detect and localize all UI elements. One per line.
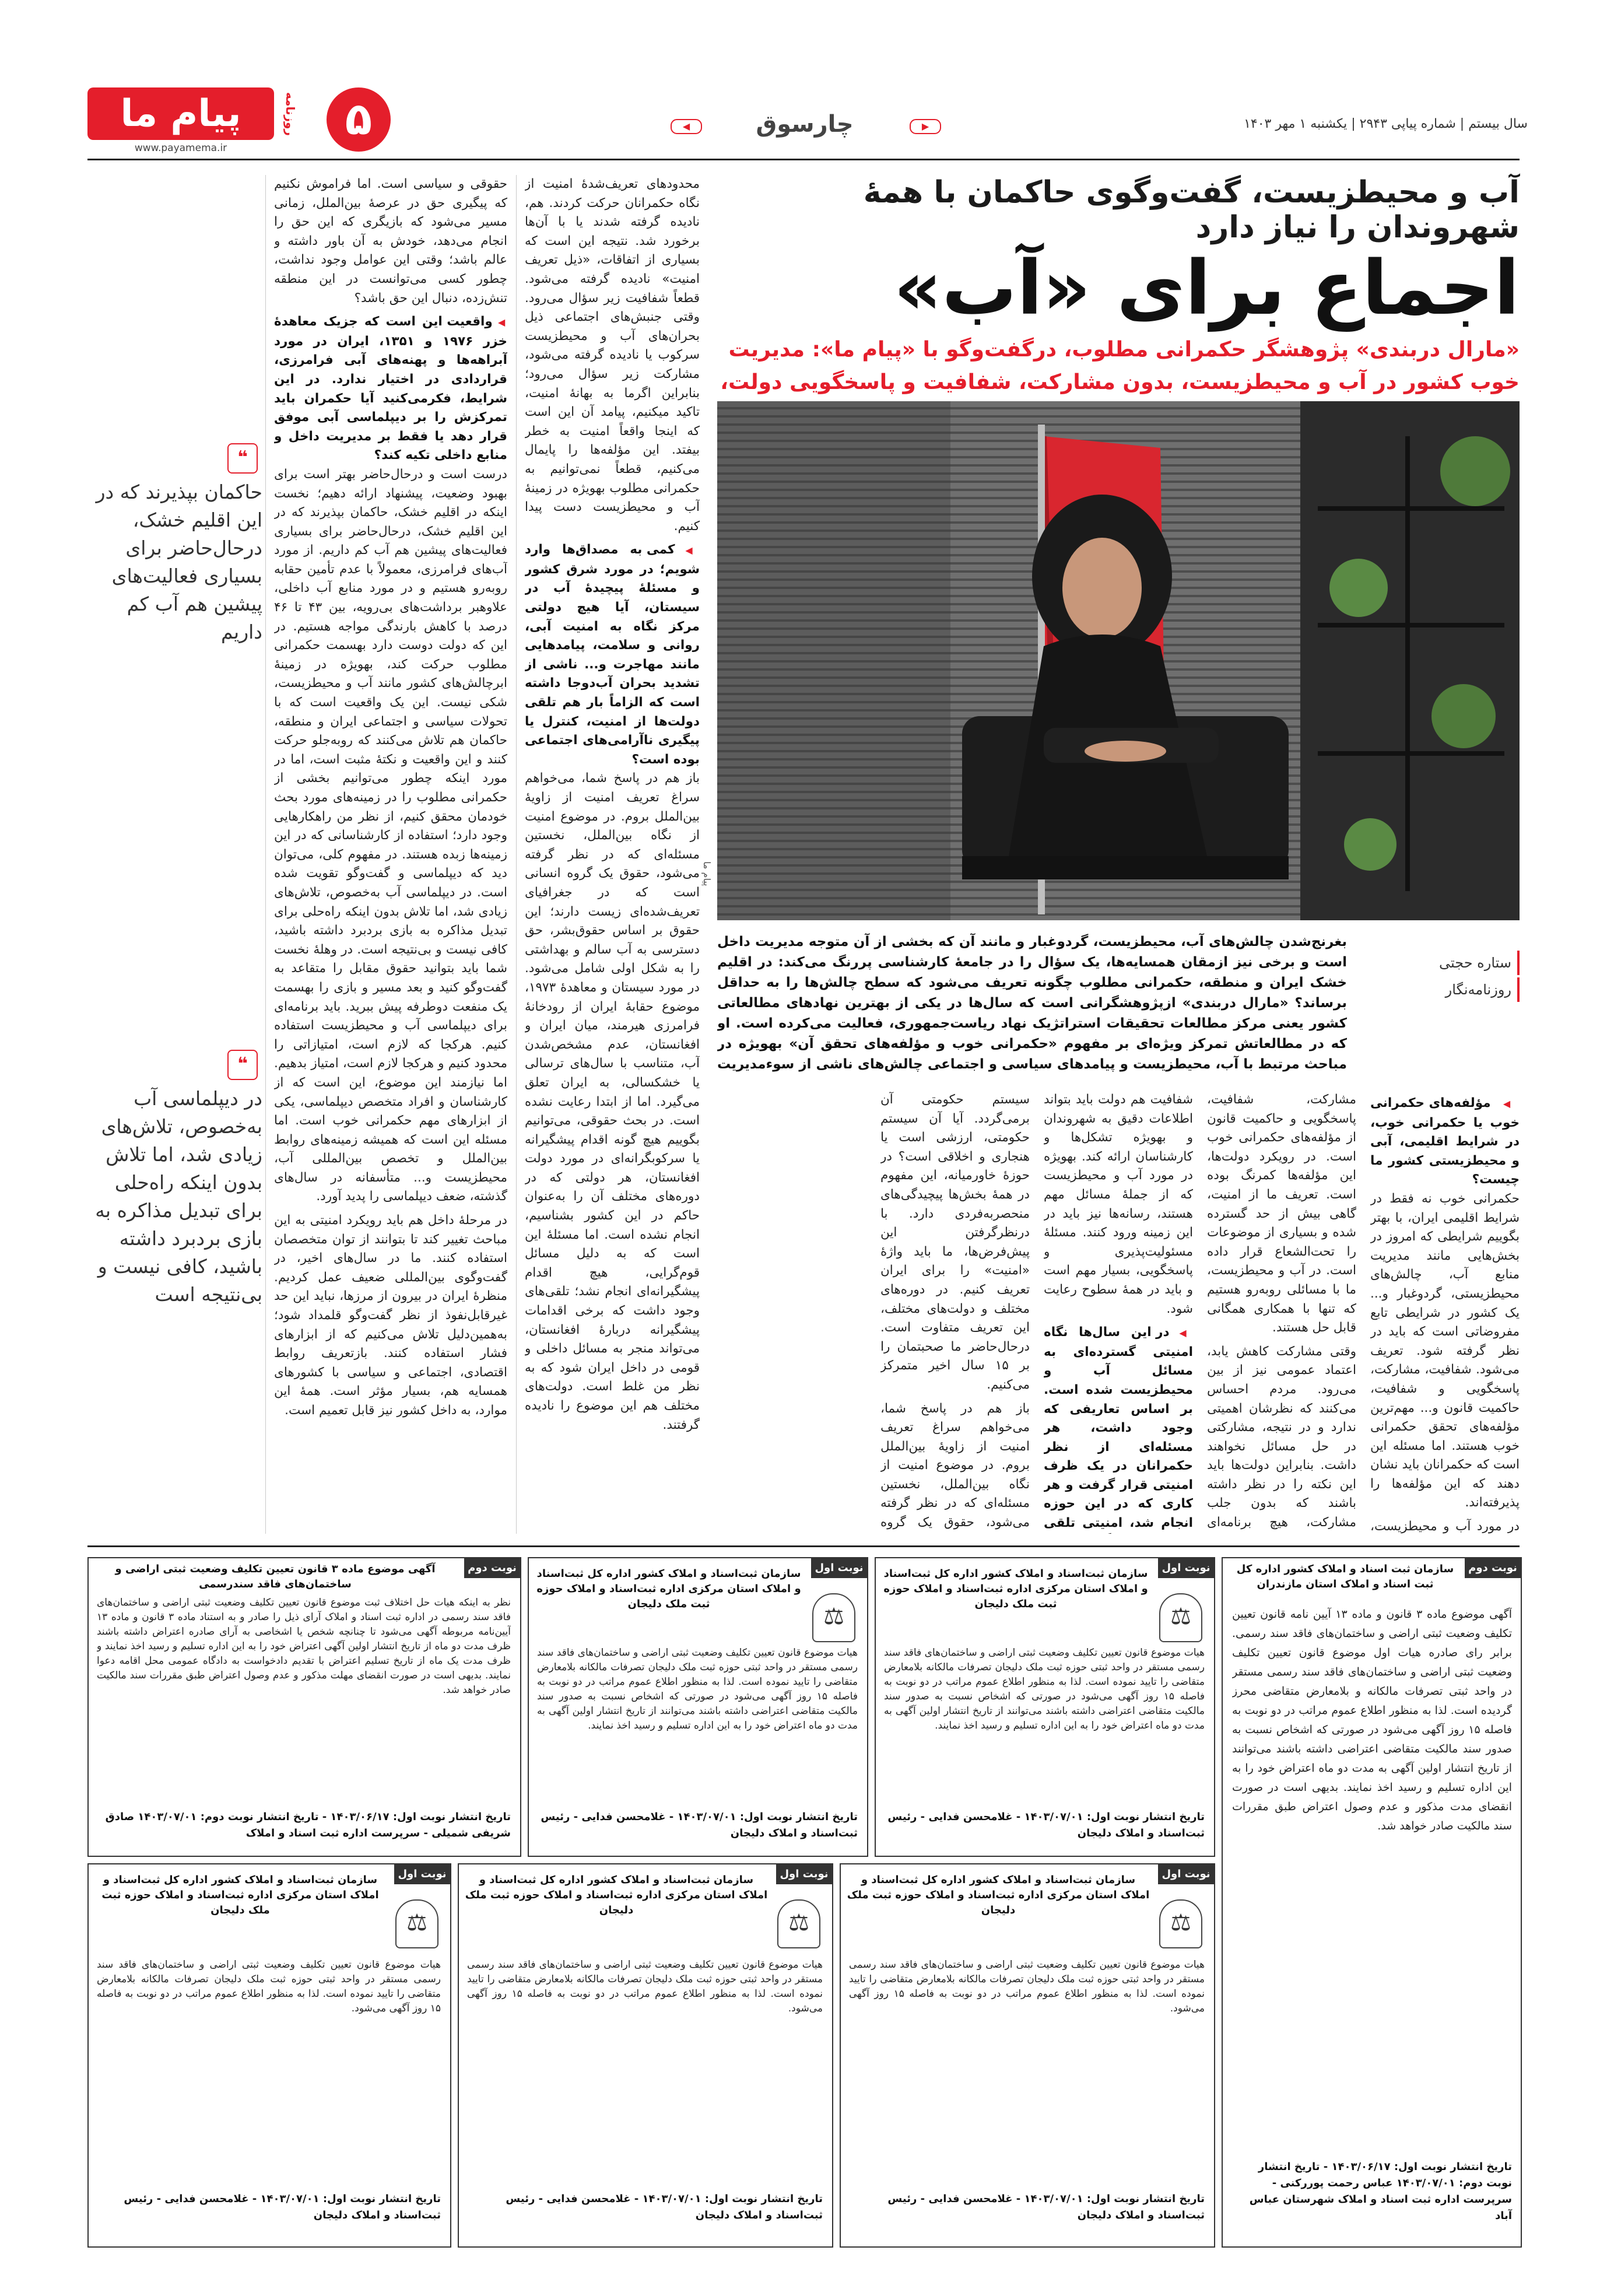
notice-tag: نوبت اول [1158,1864,1214,1884]
notice-footer: تاریخ انتشار نوبت اول: ۱۴۰۳/۰۶/۱۷ - تاریخ انتشار نوبت دوم: ۱۴۰۳/۰۷/۰۱ صادق شریفی شمیلی - سرپرست اداره ثبت اسناد و املاک [105,1811,511,1839]
notice-tag: نوبت اول [1158,1558,1214,1578]
notice-tag: نوبت اول [776,1864,832,1884]
notice-footer: تاریخ انتشار نوبت اول: ۱۴۰۳/۰۷/۰۱ - غلامحسن فدایی - رئیس ثبت‌اسناد و املاک دلیجان [541,1811,858,1839]
legal-notice-5 [87,1863,451,2248]
notice-body: هیات موضوع قانون تعیین تکلیف وضعیت ثبتی اراضی و ساختمان‌های فاقد سند رسمی مستقر در واحد ثبتی حوزه ثبت ملک دلیجان تصرفات مالکانه بلامعارض متقاضی را تایید نموده است. لذا به منظور اطلاع عموم مراتب در دو نوبت به فاصله ۱۵ روز آگهی می‌شود در صورتی که اشخاص نسبت به صدور سند مالکیت متقاضی اعتراضی داشته باشند می‌توانند از تاریخ انتشار اولین آگهی به مدت دو ماه اعتراض خود را به این اداره تسلیم و رسید اخذ نمایند. [884,1647,1205,1731]
notice-footer: تاریخ انتشار نوبت اول: ۱۴۰۳/۰۷/۰۱ - غلامحسن فدایی - رئیس ثبت‌اسناد و املاک دلیجان [506,2193,823,2221]
notice-title: آگهی موضوع ماده ۳ قانون تعیین تکلیف وضعیت ثبتی اراضی و ساختمان‌های فاقد سندرسمی [115,1563,436,1590]
question: ◀ واقعیت این است که جزیک معاهدهٔ خزر ۱۹۷۶ و ۱۳۵۱، ایران در مورد آبراهه‌ها و پهنه‌های آبی فرامرزی، قراردادی در اختیار ندارد. در این شرایط، فکرمی‌کنید آیا حکمران باید تمرکزش را بر دیپلماسی آبی موفق قرار دهد یا فقط بر مدیریت داخل و منابع داخلی تکیه کند؟ [274,313,507,465]
registration-emblem-icon: ⚖ [1159,1899,1202,1948]
body-column-right [1370,1091,1520,1534]
section-arrow-right-icon: ▶ [910,119,941,134]
question: ◀ کمی به مصداق‌ها وارد شویم؛ در مورد شرق کشور و مسئلهٔ پیچیدهٔ آب در سیستان، آیا هیچ دولتی مرکز نگاه به امنیت آبی، روانی و سلامت، پیامدهایی مانند مهاجرت و... ناشی از تشدید بحران آب‌دوجا داشته است که الزاماً بار هم تلقی دولت‌ها از امنیت، کنترل یا پیگیری ناآرامی‌های اجتماعی بوده است؟ [525,541,700,769]
photo-credit: پیام ما [701,861,713,886]
question: ◀ مؤلفه‌های حکمرانی خوب یا حکمرانی خوب، در شرایط اقلیمی، آبی و محیطزیستی کشور ما چیست؟ [1370,1094,1520,1190]
column-divider [516,175,517,1534]
notice-footer: تاریخ انتشار نوبت اول: ۱۴۰۳/۰۷/۰۱ - غلامحسن فدایی - رئیس ثبت‌اسناد و املاک دلیجان [887,1811,1205,1839]
registration-emblem-icon: ⚖ [777,1899,820,1948]
notice-body: هیات موضوع قانون تعیین تکلیف وضعیت ثبتی اراضی و ساختمان‌های فاقد سند رسمی مستقر در واحد ثبتی حوزه ثبت ملک دلیجان تصرفات مالکانه بلامعارض متقاضی را تایید نموده است. لذا به منظور اطلاع عموم مراتب در دو نوبت به فاصله ۱۵ روز آگهی می‌شود. [97,1959,441,2014]
paragraph: مشارکت، شفافیت، پاسخگویی و حاکمیت قانون از مؤلفه‌های حکمرانی خوب است. در رویکرد دولت‌ها، این مؤلفه‌ها کمرنگ بوده است. تعریف ما از امنیت، گاهی بیش از حد گسترده شده و بسیاری از موضوعات را تحت‌الشعاع قرار داده است. در آب و محیطزیست، ما با مسائلی روبه‌رو هستیم که تنها با همکاری همگانی قابل حل هستند. [1207,1092,1356,1335]
question: ◀ در این سال‌ها نگاه امنیتی گسترده‌ای به مسائل آب و محیطزیست شده است. بر اساس تعاریفی که وجود داشت، هر مسئله‌ای از نظر حکمرانان در یک ظرف امنیتی قرار گرفت و هر کاری که در این حوزه انجام شد، امنیتی تلقی [1044,1323,1193,1534]
logo-url: www.payamema.ir [134,142,227,154]
paragraph: سیستم حکومتی آن برمی‌گردد. آیا آن سیستم حکومتی، ارزشی است یا هنجاری و اخلاقی است؟ در حوزهٔ خاورمیانه، این مفهوم در همهٔ بخش‌ها پیچیدگی‌های منحصربه‌فردی دارد. با درنظرگرفتن این پیش‌فرض‌ها، ما باید واژهٔ «امنیت» را برای ایران تعریف کنیم. در دوره‌های مختلف و دولت‌های مختلف، این تعریف متفاوت است. درحال‌حاضر ما صحبتمان را بر ۱۵ سال اخیر متمرکز می‌کنیم. [880,1092,1030,1392]
paragraph: شفافیت هم دولت باید بتواند اطلاعات دقیق به شهروندان و بهویژه تشکل‌ها و کارشناسان ارائه کند. بهویژه در مورد آب و محیطزیست که از جملهٔ مسائل مهم هستند، رسانه‌ها نیز باید در این زمینه ورود کنند. مسئلهٔ مسئولیت‌پذیری و پاسخگویی، بسیار مهم است و باید در همهٔ سطوح رعایت شود. [1044,1092,1193,1316]
byline-name: ستاره حجتی [1364,951,1520,975]
notice-tag: نوبت دوم [1465,1558,1521,1578]
paragraph: وقتی مشارکت کاهش یابد، اعتماد عمومی نیز از بین می‌رود. مردم احساس می‌کنند که نظرشان اهمیتی ندارد و در نتیجه، مشارکتی در حل مسائل نخواهند داشت. بنابراین دولت‌ها باید این نکته را در نظر داشته باشند که بدون جلب مشارکت، هیچ برنامه‌ای [1207,1344,1356,1530]
notice-footer: تاریخ انتشار نوبت اول: ۱۴۰۳/۰۶/۱۷ - تاریخ انتشار نوبت دوم: ۱۴۰۳/۰۷/۰۱ عباس رحمت پوررکنی - سرپرست اداره ثبت اسناد و املاک شهرستان عباس آباد [1249,2161,1512,2222]
newspaper-logo[interactable]: پیام ما [87,87,274,140]
registration-emblem-icon: ⚖ [1159,1593,1202,1642]
paragraph: در مرحلهٔ داخل هم باید رویکرد امنیتی به این مباحث تغییر کند تا بتوانند از توان متخصصان استفاده کنند. ما در سال‌های اخیر، در گفت‌وگوی بین‌المللی ضعیف عمل کردیم. منظرهٔ ایران در بیرون از مرزها، نباید این حد غیرقابل‌نفوذ از نظر گفت‌وگو قلمداد شود؛ به‌همین‌دلیل تلاش می‌کنیم که از ابزارهای فشار استفاده کنند. بازتعریف روابط اقتصادی، اجتماعی و سیاسی با کشورهای همسایه هم، بسیار مؤثر است. همهٔ این موارد، به داخل کشور نیز قابل تعمیم است. [274,1213,507,1418]
notice-body: هیات موضوع قانون تعیین تکلیف وضعیت ثبتی اراضی و ساختمان‌های فاقد سند رسمی مستقر در واحد ثبتی حوزه ثبت ملک دلیجان تصرفات مالکانه بلامعارض متقاضی را تایید نموده است. لذا به منظور اطلاع عموم مراتب در دو نوبت به فاصله ۱۵ روز آگهی می‌شود در صورتی که اشخاص نسبت به صدور سند مالکیت متقاضی اعتراضی داشته باشند می‌توانند از تاریخ انتشار اولین آگهی به مدت دو ماه اعتراض خود را به این اداره تسلیم و رسید اخذ نمایند. [537,1647,858,1731]
section-arrow-left-icon: ◀ [671,119,702,134]
byline-role: روزنامه‌نگار [1364,977,1520,1002]
legal-notice-6 [458,1863,833,2248]
notice-footer: تاریخ انتشار نوبت اول: ۱۴۰۳/۰۷/۰۱ - غلامحسن فدایی - رئیس ثبت‌اسناد و املاک دلیجان [124,2193,441,2221]
masthead-rule [87,159,1520,160]
body-column-mid-center [880,1091,1030,1534]
paragraph: محدودهای تعریف‌شدهٔ امنیت از نگاه حکمرانان حرکت کردند. هم، نادیده گرفته شدند یا با آن‌ها برخورد شد. نتیجه این است که بسیاری از اتفاقات، «ذیل تعریف امنیت» نادیده گرفته می‌شود. قطعاً شفافیت زیر سؤال می‌رود. وقتی جنبش‌های اجتماعی ذیل بحران‌های آب و محیطزیست سرکوب یا نادیده گرفته می‌شود، مشارکت زیر سؤال می‌رود؛ بنابراین اگرما به بهانهٔ امنیت، تاکید میکنیم، پیامد آن این است که اینجا واقعاً امنیت به خطر بیفتد. این مؤلفه‌ها را پایمال می‌کنیم، قطعاً نمی‌توانیم به حکمرانی مطلوب بهویژه در زمینهٔ آب و محیطزیست دست پیدا کنیم. [525,177,700,534]
quote-icon: ❝ [227,443,258,474]
notice-title: سازمان ثبت‌اسناد و املاک کشور اداره کل ثبت‌اسناد و املاک استان مرکزی اداره ثبت‌اسناد و املاک حوزه ثبت ملک دلیجان [101,1874,379,1916]
paragraph: درست است و درحال‌حاضر بهتر است برای بهبود وضعیت، پیشنهاد ارائه دهیم؛ نخست اینکه در اقلیم خشک، حاکمان بپذیرند که در این اقلیم خشک، درحال‌حاضر برای بسیاری فعالیت‌های پیشین هم آب کم داریم. از مورد آب‌های فرامرزی، معمولاً با عدم تأمین حقابه روبه‌رو هستیم و در مورد منابع آب داخلی، علاوهبر برداشت‌های بی‌رویه، بین ۴۳ تا ۴۶ درصد با کاهش بارندگی مواجه هستیم. در این که دولت دوست دارد بهسمت حکمرانی مطلوب حرکت کند، بهویژه در زمینهٔ ابرچالش‌های کشور مانند آب و محیطزیست، شکی نیست. این یک واقعیت است که با تحولات سیاسی و اجتماعی ایران و منطقه، حاکمان هم تلاش می‌کنند که روبه‌جلو حرکت کنند و این واقعیت و نکتهٔ مثبت است، اما در مورد اینکه چطور می‌توانیم بخشی از حکمرانی مطلوب را در زمینه‌های مورد بحث خودمان محقق کنیم، از نظر من راهکارهایی وجود دارد؛ استفاده از کارشناسانی که در این زمینه‌ها زبده هستند. در مفهوم کلی، می‌توان دید که دیپلماسی و گفت‌وگو تقویت شده است. در دیپلماسی آب به‌خصوص، تلاش‌های زیادی شد، اما تلاش بدون اینکه راه‌حلی برای تبدیل مذاکره به بازی بردبرد داشته باشید، کافی نیست و بی‌نتیجه است. در وهلهٔ نخست شما باید بتوانید حقوق مقابل را متقاعد به گفت‌وگو کنید و بعد مسیر و بازی را بهسمت یک منفعت دوطرفه پیش ببرید. باید برنامه‌ای برای دیپلماسی آب و محیطزیست استفاده کنیم. هرکجا که لازم است، امتیازاتی را محدود کنیم و هرکجا لازم است، امتیاز بدهیم. اما نیازمند این موضوع، این است که از کارشناسان و افراد متخصص دیپلماسی، یکی از ابزارهای مهم حکمرانی خوب است. اما مسئله این است که همیشه زمینه‌های روابط بین‌الملل و تخصص بین‌المللی آب، محیطزیست و... متأسفانه در سال‌های گذشته، ضعف دیپلماسی را پدید آورد. [274,467,507,1204]
registration-emblem-icon: ⚖ [812,1593,855,1642]
article-intro: بغرنج‌شدن چالش‌های آب، محیطزیست، گردوغبار و مانند آن که بخشی از آن متوجه مدیریت داخل است و برخی نیز ازمقان همسایه‌ها، یک سؤال را در جامعهٔ کارشناسی پررنگ می‌کند: در اقلیم خشک ایران و منطقه، حکمرانی مطلوب چگونه تعریف می‌شود که سطح چالش‌ها را به حداقل برساند؟ «مارال دربندی» ازپژوهشگرانی است که سال‌ها در یکی از بهترین نهادهای مطالعاتی کشور یعنی مرکز مطالعات تحقیقات استراتژیک نهاد ریاست‌جمهوری، فعالیت می‌کرده است. او که در مطالعاتش تمرکز ویژه‌ای بر مفهوم «حکمرانی خوب و مؤلفه‌های تحقق آن» بهویژه در مباحث مرتبط با آب، محیطزیست و پیامدهای سیاسی و اجتماعی چالش‌های ناشی از سوءمدیریت [717,934,1347,1072]
paragraph: باز هم در پاسخ شما، می‌خواهم سراغ تعریف امنیت از زاویهٔ بین‌الملل بروم. در موضوع امنیت از نگاه بین‌الملل، نخستین مسئله‌ای که در نظر گرفته می‌شود، حقوق یک گروه [880,1401,1030,1530]
notice-title: سازمان ثبت‌اسناد و املاک کشور اداره کل ثبت‌اسناد و املاک استان مرکزی اداره ثبت‌اسناد و املاک حوزه ثبت ملک دلیجان [847,1874,1150,1916]
article-lead: «مارال دربندی» پژوهشگر حکمرانی مطلوب، درگفت‌وگو با «پیام ما»: مدیریت خوب کشور در آب و محیطزیست، بدون مشارکت، شفافیت و پاسخگویی دولت، [720,338,1520,394]
notice-body: نظر به اینکه هیات حل اختلاف ثبت موضوع قانون تعیین تکلیف وضعیت ثبتی اراضی و ساختمان‌های فاقد سند رسمی در اداره ثبت اسناد و املاک آرای ذیل را صادر و به استناد ماده ۳ قانون و ماده ۱۳ آیین‌نامه مربوطه آگهی می‌شود تا چنانچه شخص یا اشخاصی به آرای صادره اعتراض داشته باشند ظرف مدت دو ماه از تاریخ انتشار اولین آگهی اعتراض خود را به این اداره تسلیم و رسید اخذ نمایند و ظرف مدت یک ماه از تاریخ تسلیم اعتراض با تقدیم دادخواست به دادگاه عمومی محل اقامه دعوا نمایند. بدیهی است در صورت انقضای مهلت مذکور و عدم وصول اعتراض طبق مقررات سند مالکیت صادر خواهد شد. [97,1597,511,1696]
ads-divider [87,1545,1520,1547]
quote-icon: ❝ [227,1050,258,1080]
article-kicker: آب و محیطزیست، گفت‌وگوی حاکمان با همهٔ شهروندان را نیاز دارد [863,175,1520,245]
legal-notice-7 [840,1863,1215,2248]
pull-quote-1: حاکمان بپذیرند که در این اقلیم خشک، درحال‌حاضر برای بسیاری فعالیت‌های پیشین هم آب کم داریم [96,481,262,643]
legal-notice-4 [1222,1557,1522,2248]
notice-title: سازمان ثبت‌اسناد و املاک کشور اداره کل ثبت‌اسناد و املاک استان مرکزی اداره ثبت‌اسناد و املاک حوزه ثبت ملک دلیجان [465,1874,768,1916]
paragraph: باز هم در پاسخ شما، می‌خواهم سراغ تعریف امنیت از زاویهٔ بین‌الملل بروم. در موضوع امنیت از نگاه بین‌الملل، نخستین مسئله‌ای که در نظر گرفته می‌شود، حقوق یک گروه انسانی است که در جغرافیای تعریف‌شده‌ای زیست دارند؛ این حقوق بر اساس حقوق‌بشر، حق دسترسی به آب سالم و بهداشتی را به شکل اولی شامل می‌شود. در مورد سیستان و معاهدهٔ ۱۹۷۳، موضوع حقابهٔ ایران از رودخانهٔ فرامرزی هیرمند، میان ایران و افغانستان، عدم مشخص‌شدن آب، متناسب با سال‌های ترسالی یا خشکسالی، به ایران تعلق می‌گیرد. اما از ابتدا رعایت نشده است. در بحث حقوقی، می‌توانیم بگوییم هیچ گونه اقدام پیشگیرانه یا سرکوبگرانه‌ای در مورد دولت افغانستان، هر دولتی که در دوره‌های مختلف آن را به‌عنوان حاکم در این کشور بشناسیم، انجام نشده است. اما مسئلهٔ این است که به دلیل مسائل قوم‌گرایی، هیچ اقدام پیشگیرانه‌ای انجام نشد؛ تلقی‌های وجود داشت که برخی اقدامات پیشگیرانه دربارهٔ افغانستان، می‌تواند منجر به مسائل داخلی و قومی در داخل ایران شود که به نظر من غلط است. دولت‌های مختلف هم این موضوع را نادیده گرفتند. [525,771,700,1432]
notice-footer: تاریخ انتشار نوبت اول: ۱۴۰۳/۰۷/۰۱ - غلامحسن فدایی - رئیس ثبت‌اسناد و املاک دلیجان [887,2193,1205,2221]
body-column-mid-left [525,175,700,1534]
notice-tag: نوبت اول [394,1864,450,1884]
notice-body: آگهی موضوع ماده ۳ قانون و ماده ۱۳ آیین نامه قانون تعیین تکلیف وضعیت ثبتی اراضی و ساختمان‌های فاقد سند رسمی. برابر رای صادره هیات اول موضوع قانون تعیین تکلیف وضعیت ثبتی اراضی و ساختمان‌های فاقد سند رسمی مستقر در واحد ثبتی تصرفات مالکانه و بلامعارض متقاضی محرز گردیده است. لذا به منظور اطلاع عموم مراتب در دو نوبت به فاصله ۱۵ روز آگهی می‌شود در صورتی که اشخاص نسبت به صدور سند مالکیت متقاضی اعتراضی داشته باشند می‌توانند از تاریخ انتشار اولین آگهی به مدت دو ماه اعتراض خود را به این اداره تسلیم و رسید اخذ نمایند. بدیهی است در صورت انقضای مدت مذکور و عدم وصول اعتراض طبق مقررات سند مالکیت صادر خواهد شد. [1232,1608,1512,1832]
registration-emblem-icon: ⚖ [395,1899,438,1948]
notice-tag: نوبت دوم [464,1558,520,1578]
notice-title: سازمان ثبت‌اسناد و املاک کشور اداره کل ثبت‌اسناد و املاک استان مرکزی اداره ثبت‌اسناد و املاک حوزه ثبت ملک دلیجان [536,1568,801,1610]
column-divider [265,175,266,1534]
notice-title: سازمان ثبت‌اسناد و املاک کشور اداره کل ثبت‌اسناد و املاک استان مرکزی اداره ثبت‌اسناد و املاک حوزه ثبت ملک دلیجان [883,1568,1148,1610]
logo-daily-label: روزنامه [283,92,297,136]
legal-notice-1 [87,1557,521,1857]
masthead [0,0,1607,152]
body-column-right-2 [1207,1091,1356,1534]
legal-notice-3 [875,1557,1215,1857]
interview-photo [717,401,1520,920]
paragraph: در مورد آب و محیطزیست، [1370,1519,1520,1534]
paragraph: حکمرانی خوب نه فقط در شرایط اقلیمی ایران، با بهتر بگوییم شرایطی که امروز در بخش‌هایی مانند مدیریت منابع آب، چالش‌های محیطزیستی، گردوغبار و... یک کشور در شرایطی تابع مفروضاتی است که باید در نظر گرفته شود. تعریف می‌شود. شفافیت، مشارکت، پاسخگویی و شفافیت، حاکمیت قانون و... مهم‌ترین مؤلفه‌های تحقق حکمرانی خوب هستند. اما مسئله این است که حکمرانان باید نشان دهند که این مؤلفه‌ها را پذیرفته‌اند. [1370,1191,1520,1510]
notice-body: هیات موضوع قانون تعیین تکلیف وضعیت ثبتی اراضی و ساختمان‌های فاقد سند رسمی مستقر در واحد ثبتی حوزه ثبت ملک دلیجان تصرفات مالکانه بلامعارض متقاضی را تایید نموده است. لذا به منظور اطلاع عموم مراتب در دو نوبت به فاصله ۱۵ روز آگهی می‌شود. [849,1959,1205,2014]
paragraph: حقوقی و سیاسی است. اما فراموش نکنیم که پیگیری حق در عرصهٔ بین‌الملل، زمانی مسیر می‌شود که بازیگری که این حق را انجام می‌دهد، خودش به آن باور داشته و عالم باشد؛ وقتی این عوامل وجود نداشت، چطور کسی می‌توانست در این منطقه تنش‌زده، دنبال این حق باشد؟ [274,177,507,306]
article-headline: اجماع برای «آب» [893,245,1520,332]
body-column-far-left [274,175,507,1534]
notice-body: هیات موضوع قانون تعیین تکلیف وضعیت ثبتی اراضی و ساختمان‌های فاقد سند رسمی مستقر در واحد ثبتی حوزه ثبت ملک دلیجان تصرفات مالکانه بلامعارض متقاضی را تایید نموده است. لذا به منظور اطلاع عموم مراتب در دو نوبت به فاصله ۱۵ روز آگهی می‌شود. [467,1959,823,2014]
byline [1364,951,1520,1004]
notice-title: سازمان ثبت اسناد و املاک کشور اداره کل ثبت اسناد و املاک استان مازندران [1236,1563,1454,1590]
body-column-mid-right [1044,1091,1193,1534]
issue-info: سال بیستم | شماره پیاپی ۲۹۴۳ | یکشنبه ۱ مهر ۱۴۰۳ [1244,117,1528,131]
pull-quote-2: در دیپلماسی آب به‌خصوص، تلاش‌های زیادی شد، اما تلاش بدون اینکه راه‌حلی برای تبدیل مذاکره به بازی بردبرد داشته باشید، کافی نیست و بی‌نتیجه است [95,1087,262,1306]
notice-tag: نوبت اول [811,1558,867,1578]
legal-notice-2 [528,1557,868,1857]
photo-illustration [717,401,1520,920]
section-title: چارسوق [756,111,854,138]
page-number: ۵ [327,87,391,152]
